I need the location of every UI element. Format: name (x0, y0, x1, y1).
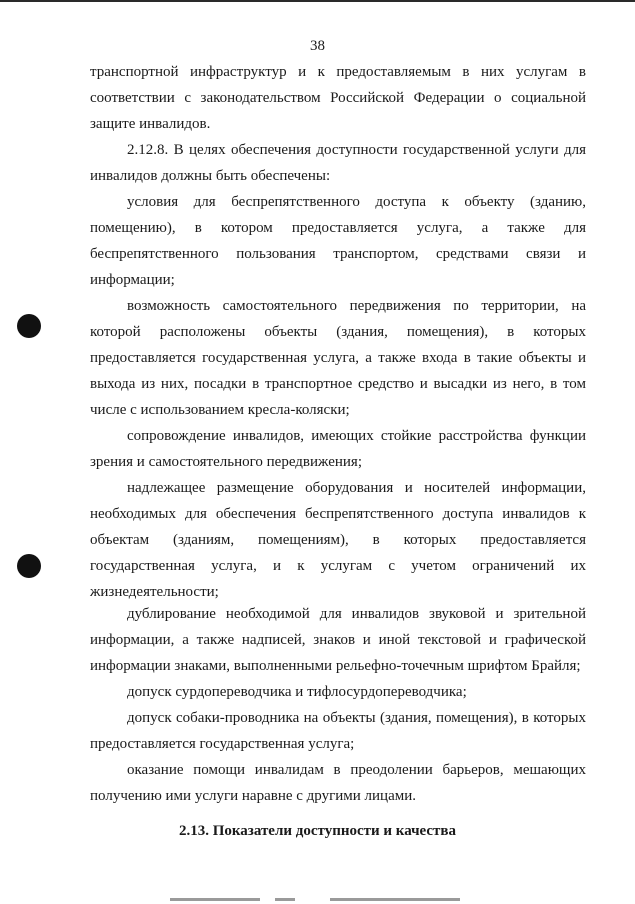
paragraph-sign-interpreter: допуск сурдопереводчика и тифлосурдопереводчика; (127, 684, 467, 700)
page-number: 38 (310, 38, 325, 54)
paragraph-guide-dog: допуск собаки-проводника на объекты (здания, помещения), в которых предоставляется государственная услуга; (90, 710, 586, 752)
scan-artifact-bottom (330, 898, 460, 901)
section-heading: 2.13. Показатели доступности и качества (178, 823, 457, 839)
paragraph-movement: возможность самостоятельного передвижения по территории, на которой расположены объекты (здания, помещения), в которых предоставляется государственная услуга, а также входа в такие объекты и выхода из них, посадки в транспортное средство и высадки из него, в том числе с использованием кресла-коляски; (90, 298, 586, 418)
paragraph-braille: дублирование необходимой для инвалидов звуковой и зрительной информации, а также надписей, знаков и иной текстовой и графической информации знаками, выполненными рельефно-точечным шрифтом Брайля; (90, 606, 586, 674)
punch-hole-lower (17, 554, 41, 578)
scan-artifact-bottom (275, 898, 295, 901)
paragraph-escort: сопровождение инвалидов, имеющих стойкие расстройства функции зрения и самостоятельного передвижения; (90, 428, 586, 470)
paragraph-equipment: надлежащее размещение оборудования и носителей информации, необходимых для обеспечения беспрепятственного доступа инвалидов к объектам (зданиям, помещениям), в которых предоставляется государственная услуга, и к услугам с учетом ограничений их жизнедеятельности; (90, 480, 586, 600)
paragraph-assistance: оказание помощи инвалидам в преодолении барьеров, мешающих получению ими услуги наравне с другими лицами. (90, 762, 586, 804)
paragraph-access-conditions: условия для беспрепятственного доступа к объекту (зданию, помещению), в котором предоставляется услуга, а также для беспрепятственного пользования транспортом, средствами связи и информации; (90, 194, 586, 288)
paragraph-2-12-8: 2.12.8. В целях обеспечения доступности государственной услуги для инвалидов должны быть обеспечены: (90, 142, 586, 184)
scan-top-edge (0, 0, 635, 2)
scan-artifact-bottom (170, 898, 260, 901)
paragraph-infrastructure: транспортной инфраструктур и к предоставляемым в них услугам в соответствии с законодательством Российской Федерации о социальной защите инвалидов. (90, 64, 586, 132)
punch-hole-upper (17, 314, 41, 338)
